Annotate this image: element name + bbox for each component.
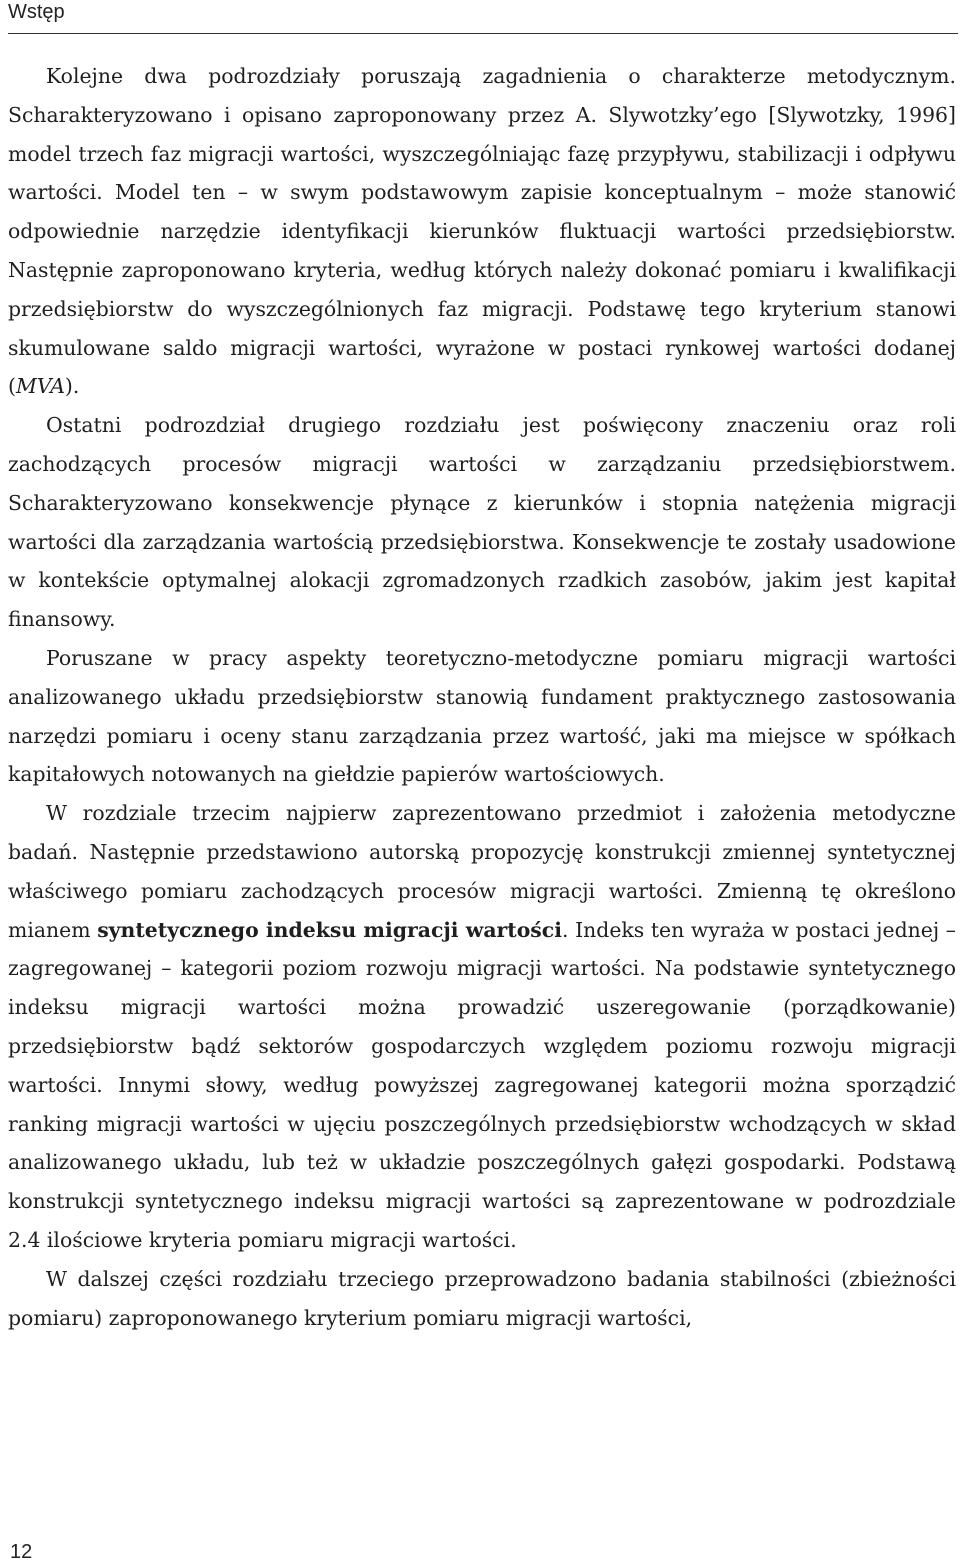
paragraph-3 (8, 639, 956, 794)
paragraph-1-closing: ). (64, 374, 80, 399)
paragraph-5 (8, 1260, 956, 1338)
paragraph-5-text: W dalszej części rozdziału trzeciego przeprowadzono badania stabilności (zbieżności pomiaru) zaproponowanego kryterium pomiaru migracji wartości, (8, 1266, 956, 1330)
header-divider (8, 33, 958, 34)
page-number: 12 (10, 1541, 33, 1563)
body-text (8, 57, 956, 1337)
paragraph-4 (8, 794, 956, 1260)
paragraph-1-italic-term: MVA (15, 374, 65, 399)
paragraph-4-text: W rozdziale trzecim najpierw zaprezentowano przedmiot i założenia metodyczne badań. Następnie przedstawiono autorską propozycję konstrukcji zmiennej syntetycznej właściwego pomiaru zachodzących procesów migracji wartości. Zmienną tę określono mianem (8, 801, 956, 942)
paragraph-3-text: Poruszane w pracy aspekty teoretyczno-metodyczne pomiaru migracji wartości analizowanego układu przedsiębiorstw stanowią fundament praktycznego zastosowania narzędzi pomiaru i oceny stanu zarządzania przez wartość, jaki ma miejsce w spółkach kapitałowych notowanych na giełdzie papierów wartościowych. (8, 645, 956, 787)
paragraph-4-bold-term: syntetycznego indeksu migracji wartości (97, 917, 562, 942)
paragraph-2-text: Ostatni podrozdział drugiego rozdziału jest poświęcony znaczeniu oraz roli zachodzących procesów migracji wartości w zarządzaniu przedsiębiorstwem. Scharakteryzowano konsekwencje płynące z kierunków i stopnia natężenia migracji wartości dla zarządzania wartością przedsiębiorstwa. Konsekwencje te zostały usadowione w kontekście optymalnej alokacji zgromadzonych rzadkich zasobów, jakim jest kapitał finansowy. (8, 413, 956, 632)
paragraph-1-text: Kolejne dwa podrozdziały poruszają zagadnienia o charakterze metodycznym. Scharakteryzowano i opisano zaproponowany przez A. Slywotzky’ego [Slywotzky, 1996] model trzech faz migracji wartości, wyszczególniając fazę przypływu, stabilizacji i odpływu wartości. Model ten – w swym podstawowym zapisie konceptualnym – może stanowić odpowiednie narzędzie identyfikacji kierunków fluktuacji wartości przedsiębiorstw. Następnie zaproponowano kryteria, według których należy dokonać pomiaru i kwalifikacji przedsiębiorstw do wyszczególnionych faz migracji. Podstawę tego kryterium stanowi skumulowane saldo migracji wartości, wyrażone w postaci rynkowej wartości dodanej ( (8, 64, 956, 399)
running-head-title: Wstęp (8, 1, 65, 23)
paragraph-4-continuation: . Indeks ten wyraża w postaci jednej – zagregowanej – kategorii poziom rozwoju migracji wartości. Na podstawie syntetycznego indeksu migracji wartości można prowadzić uszeregowanie (porządkowanie) przedsiębiorstw bądź sektorów gospodarczych względem poziomu rozwoju migracji wartości. Innymi słowy, według powyższej zagregowanej kategorii można sporządzić ranking migracji wartości w ujęciu poszczególnych przedsiębiorstw wchodzących w skład analizowanego układu, lub też w układzie poszczególnych gałęzi gospodarki. Podstawą konstrukcji syntetycznego indeksu migracji wartości są zaprezentowane w podrozdziale 2.4 ilościowe kryteria pomiaru migracji wartości. (8, 917, 956, 1252)
paragraph-2 (8, 406, 956, 639)
paragraph-1 (8, 57, 956, 406)
